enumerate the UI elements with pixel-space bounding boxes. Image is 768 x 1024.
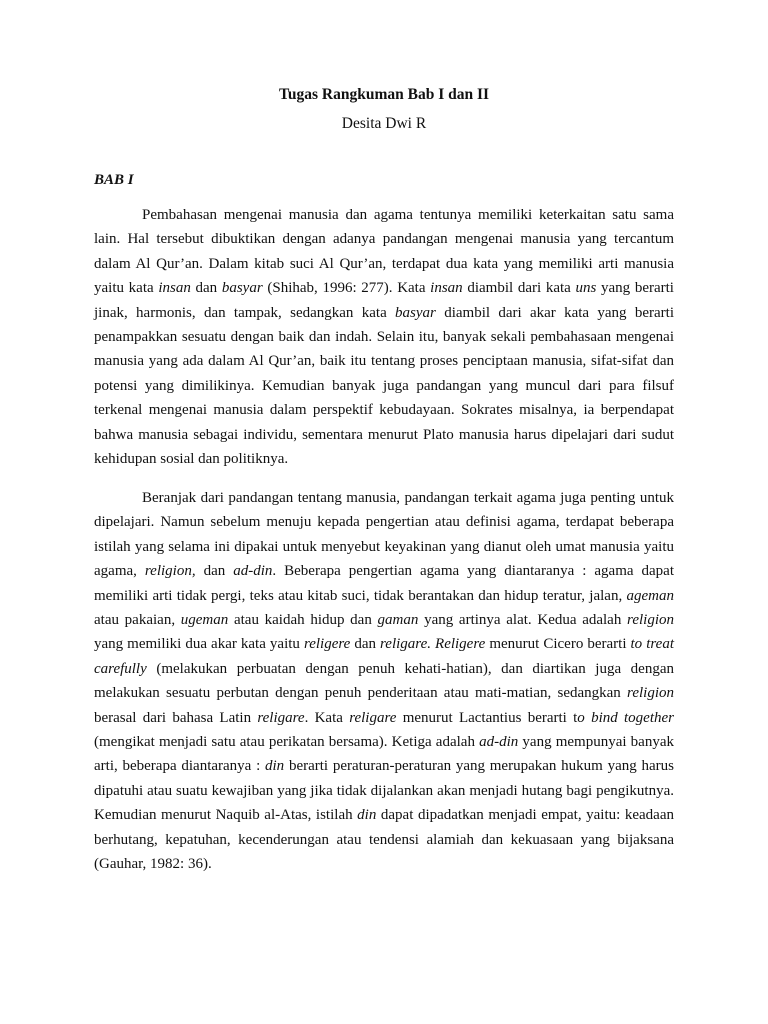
text-run: dan [190, 280, 222, 297]
italic-term: din [265, 758, 285, 775]
text-run: Pembahasan mengenai manusia dan agama tentunya memiliki keterkaitan satu sama lain. Hal tersebut dibuktikan dengan adanya pandangan mengenai manusia yang tercantum dalam Al Qur’an. Dalam kitab suci Al Qur’an, terdapat dua kata yang memiliki arti manusia yaitu kata [94, 207, 674, 297]
italic-term: gaman [377, 612, 419, 629]
italic-term: ad-din [479, 734, 519, 751]
italic-term: religion, [144, 563, 196, 580]
text-run: (melakukan perbuatan dengan penuh kehati-hatian), dan diartikan juga dengan melakukan sesuatu perbutan dengan penuh penderitaan atau mati-matian, sedangkan [94, 660, 674, 702]
text-run: yang berarti jinak, harmonis, dan tampak, sedangkan kata [94, 280, 674, 321]
text-run: dan [195, 563, 234, 580]
paragraph-2 [94, 486, 674, 877]
italic-term: o bind together [577, 709, 674, 726]
text-run: . Beberapa pengertian agama yang diantaranya : agama dapat memiliki arti tidak pergi, teks atau kitab suci, tidak berantakan dan hidup teratur, jalan, [94, 563, 674, 604]
paragraph-1 [94, 203, 674, 471]
text-run: dapat dipadatkan menjadi empat, yaitu: keadaan berhutang, kepatuhan, kecenderungan atau tendensi alamiah dan kekuasaan yang bijaksana (Gauhar, 1982: 36). [94, 807, 675, 873]
text-run: berarti peraturan-peraturan yang merupakan hukum yang harus dipatuhi atau suatu kewajiban yang jika tidak dijalankan akan menjadi hutang bagi pengikutnya. Kemudian menurut Naquib al-Atas, istilah [94, 758, 674, 824]
text-run: menurut Cicero berarti [485, 636, 631, 653]
text-run: diambil dari akar kata yang berarti penampakkan sesuatu dengan baik dan indah. Selain itu, banyak sekali pembahasaan mengenai manusia yang ada dalam Al Qur’an, baik itu tentang proses penciptaan manusia, sifat-sifat dan potensi yang dimilikinya. Kemudian banyak juga pandangan yang muncul dari para filsuf terkenal mengenai manusia dalam perspektif kebudayaan. Sokrates misalnya, ia berpendapat bahwa manusia sebagai individu, sementara menurut Plato manusia harus dipelajari dari sudut kehidupan sosial dan politiknya. [94, 304, 674, 468]
italic-term: religare [349, 709, 397, 726]
text-run: yang artinya alat. Kedua adalah [418, 612, 628, 629]
italic-term: religare. [380, 636, 431, 653]
document-author: Desita Dwi R [341, 115, 427, 132]
text-run: menurut Lactantius berarti t [396, 709, 578, 726]
text-run: yang memiliki dua akar kata yaitu [94, 636, 304, 653]
text-run: yang mempunyai banyak arti, beberapa diantaranya : [94, 734, 674, 775]
text-run: diambil dari kata [462, 280, 576, 297]
text-run: (mengikat menjadi satu atau perikatan bersama). Ketiga adalah [94, 734, 480, 751]
italic-term: basyar [395, 304, 436, 321]
section-heading: BAB I [94, 172, 134, 188]
italic-term: religere [303, 636, 351, 653]
text-run: atau kaidah hidup dan [228, 612, 378, 629]
italic-term: to treat carefully [94, 636, 674, 677]
text-run: dan [350, 636, 381, 653]
italic-term: insan [158, 280, 191, 297]
text-run: . Kata [304, 709, 350, 726]
text-run: berasal dari bahasa Latin [94, 709, 258, 726]
paragraph-1-block [94, 203, 674, 471]
italic-term: uns [575, 280, 597, 297]
text-run: Beranjak dari pandangan tentang manusia, pandangan terkait agama juga penting untuk dipelajari. Namun sebelum menuju kepada pengertian atau definisi agama, terdapat beberapa istilah yang selama ini dipakai untuk menyebut keyakinan yang dianut oleh umat manusia yaitu agama, [94, 490, 674, 580]
italic-term: religion [627, 612, 674, 629]
italic-term: din [357, 807, 377, 824]
italic-term: basyar [221, 280, 263, 297]
document-title: Tugas Rangkuman Bab I dan II [278, 86, 490, 103]
paragraph-2-block [94, 486, 674, 877]
italic-term: Religere [435, 636, 486, 653]
italic-term: religion [627, 685, 674, 702]
italic-term: ageman [626, 587, 674, 604]
text-run: (Shihab, 1996: 277). Kata [262, 280, 431, 297]
italic-term: insan [430, 280, 463, 297]
italic-term: ugeman [180, 612, 229, 629]
italic-term: ad-din [233, 563, 273, 580]
text-run: atau pakaian, [94, 612, 181, 629]
italic-term: religare [257, 709, 305, 726]
